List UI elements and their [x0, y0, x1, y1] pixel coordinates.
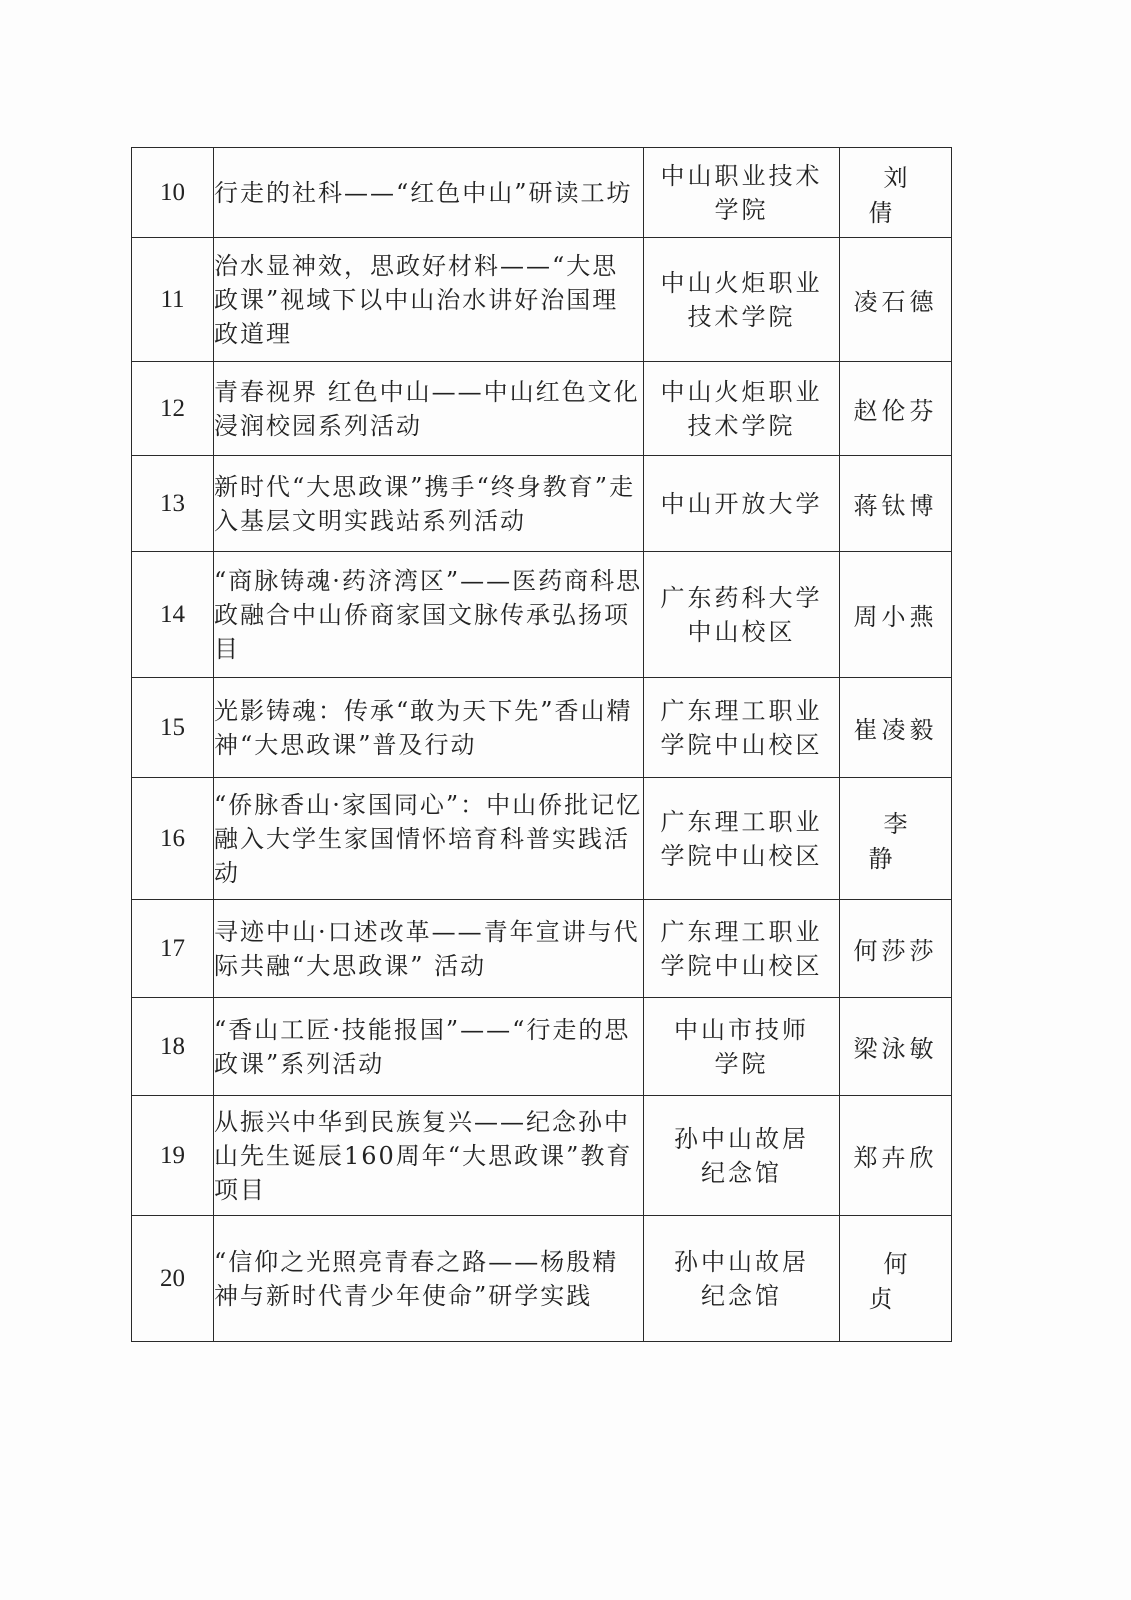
- responsible-person: 崔凌毅: [840, 678, 952, 778]
- organization-line: 学院中山校区: [660, 730, 823, 759]
- row-number: 17: [132, 900, 214, 998]
- organization: [644, 900, 840, 998]
- organization-line: 孙中山故居: [674, 1247, 809, 1276]
- organization-line: 学院中山校区: [660, 951, 823, 980]
- organization-line: 技术学院: [687, 411, 796, 440]
- organization-line: 中山开放大学: [660, 489, 823, 518]
- responsible-person: 何莎莎: [840, 900, 952, 998]
- organization: [644, 1096, 840, 1216]
- organization: [644, 238, 840, 362]
- project-title: “香山工匠·技能报国”——“行走的思政课”系列活动: [214, 998, 644, 1096]
- table-row: [132, 1096, 952, 1216]
- project-title: 光影铸魂：传承“敢为天下先”香山精神“大思政课”普及行动: [214, 678, 644, 778]
- row-number: 14: [132, 552, 214, 678]
- organization: [644, 456, 840, 552]
- organization-line: 广东理工职业: [660, 807, 823, 836]
- responsible-person: 何贞: [840, 1216, 952, 1342]
- project-title: “侨脉香山·家国同心”：中山侨批记忆融入大学生家国情怀培育科普实践活动: [214, 778, 644, 900]
- organization-line: 纪念馆: [701, 1281, 782, 1310]
- responsible-person: 刘倩: [840, 148, 952, 238]
- organization-line: 纪念馆: [701, 1158, 782, 1187]
- row-number: 15: [132, 678, 214, 778]
- row-number: 12: [132, 362, 214, 456]
- organization-line: 中山市技师: [674, 1015, 809, 1044]
- project-title: 寻迹中山·口述改革——青年宣讲与代际共融“大思政课” 活动: [214, 900, 644, 998]
- table-row: [132, 678, 952, 778]
- project-title: 青春视界 红色中山——中山红色文化浸润校园系列活动: [214, 362, 644, 456]
- organization: [644, 778, 840, 900]
- responsible-person: 梁泳敏: [840, 998, 952, 1096]
- row-number: 10: [132, 148, 214, 238]
- organization-line: 学院: [714, 195, 769, 224]
- organization-line: 中山火炬职业: [660, 377, 823, 406]
- organization-line: 中山校区: [687, 617, 796, 646]
- project-title: “商脉铸魂·药济湾区”——医药商科思政融合中山侨商家国文脉传承弘扬项目: [214, 552, 644, 678]
- organization: [644, 678, 840, 778]
- row-number: 20: [132, 1216, 214, 1342]
- table-row: [132, 148, 952, 238]
- project-title: 新时代“大思政课”携手“终身教育”走入基层文明实践站系列活动: [214, 456, 644, 552]
- row-number: 19: [132, 1096, 214, 1216]
- project-title: “信仰之光照亮青春之路——杨殷精神与新时代青少年使命”研学实践: [214, 1216, 644, 1342]
- organization-line: 学院: [714, 1049, 769, 1078]
- responsible-person: 郑卉欣: [840, 1096, 952, 1216]
- organization-line: 孙中山故居: [674, 1124, 809, 1153]
- table-row: [132, 552, 952, 678]
- row-number: 16: [132, 778, 214, 900]
- organization-line: 中山火炬职业: [660, 268, 823, 297]
- table-row: [132, 1216, 952, 1342]
- organization-line: 广东药科大学: [660, 583, 823, 612]
- row-number: 13: [132, 456, 214, 552]
- table-row: [132, 998, 952, 1096]
- responsible-person: 李静: [840, 778, 952, 900]
- project-title: 行走的社科——“红色中山”研读工坊: [214, 148, 644, 238]
- organization-line: 广东理工职业: [660, 696, 823, 725]
- row-number: 11: [132, 238, 214, 362]
- project-title: 从振兴中华到民族复兴——纪念孙中山先生诞辰160周年“大思政课”教育项目: [214, 1096, 644, 1216]
- organization: [644, 148, 840, 238]
- table-row: [132, 778, 952, 900]
- responsible-person: 凌石德: [840, 238, 952, 362]
- organization: [644, 552, 840, 678]
- organization-line: 技术学院: [687, 302, 796, 331]
- project-table: [131, 147, 952, 1342]
- table-row: [132, 362, 952, 456]
- project-title: 治水显神效，思政好材料——“大思政课”视域下以中山治水讲好治国理政道理: [214, 238, 644, 362]
- table-row: [132, 456, 952, 552]
- responsible-person: 蒋钛博: [840, 456, 952, 552]
- table-row: [132, 900, 952, 998]
- row-number: 18: [132, 998, 214, 1096]
- organization-line: 广东理工职业: [660, 917, 823, 946]
- organization-line: 学院中山校区: [660, 841, 823, 870]
- organization: [644, 362, 840, 456]
- organization: [644, 1216, 840, 1342]
- organization: [644, 998, 840, 1096]
- organization-line: 中山职业技术: [660, 161, 823, 190]
- responsible-person: 赵伦芬: [840, 362, 952, 456]
- responsible-person: 周小燕: [840, 552, 952, 678]
- table-row: [132, 238, 952, 362]
